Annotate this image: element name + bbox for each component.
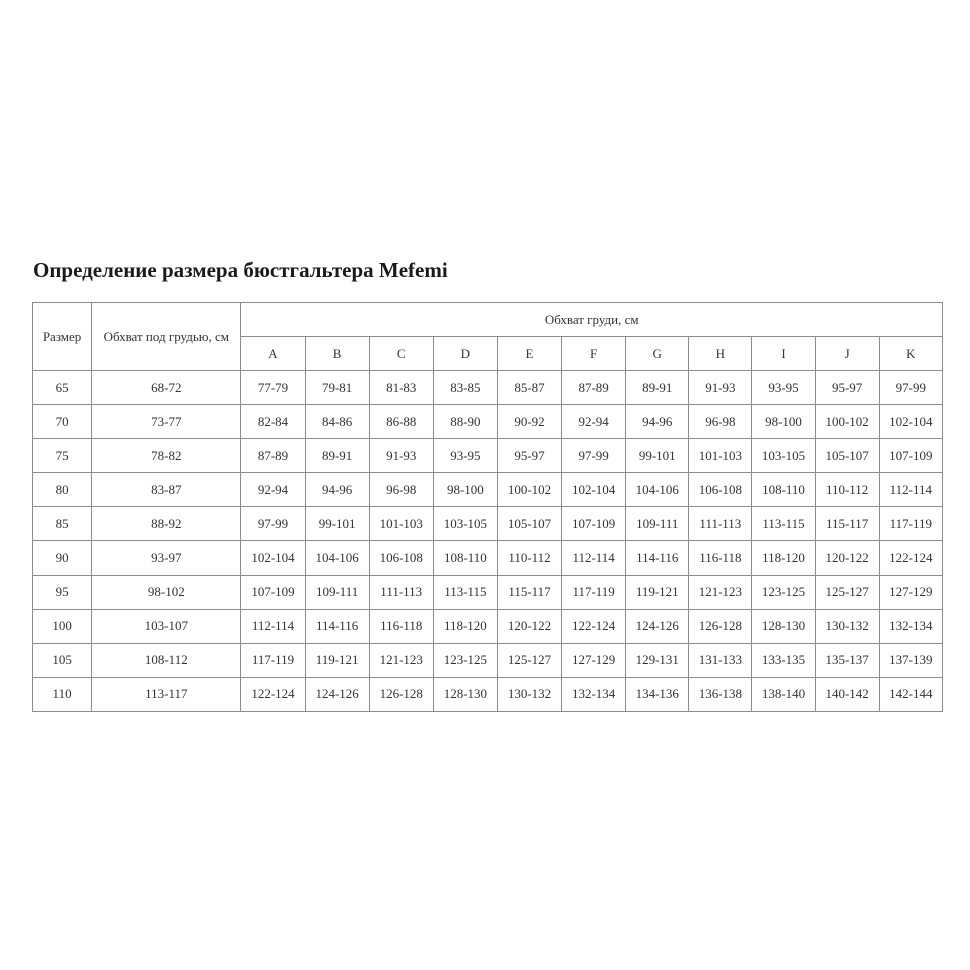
bust-cell-k: 117-119 — [879, 507, 942, 541]
bust-cell-g: 119-121 — [626, 575, 689, 609]
cup-header-e: E — [497, 337, 561, 371]
bust-cell-f: 87-89 — [562, 371, 626, 405]
underbust-cell: 78-82 — [92, 439, 241, 473]
cup-header-b: B — [305, 337, 369, 371]
bust-cell-h: 96-98 — [689, 405, 752, 439]
underbust-cell: 73-77 — [92, 405, 241, 439]
bust-cell-h: 101-103 — [689, 439, 752, 473]
bust-cell-a: 82-84 — [241, 405, 305, 439]
bust-cell-f: 102-104 — [562, 473, 626, 507]
bust-cell-g: 129-131 — [626, 643, 689, 677]
bust-cell-c: 116-118 — [369, 609, 433, 643]
bust-cell-k: 122-124 — [879, 541, 942, 575]
bust-cell-j: 105-107 — [815, 439, 879, 473]
bust-cell-h: 121-123 — [689, 575, 752, 609]
bust-cell-c: 121-123 — [369, 643, 433, 677]
bust-cell-i: 128-130 — [752, 609, 815, 643]
bust-cell-k: 97-99 — [879, 371, 942, 405]
bust-cell-k: 142-144 — [879, 677, 942, 711]
bust-cell-a: 122-124 — [241, 677, 305, 711]
cup-header-k: K — [879, 337, 942, 371]
bust-cell-j: 115-117 — [815, 507, 879, 541]
bust-cell-c: 111-113 — [369, 575, 433, 609]
bust-cell-e: 105-107 — [497, 507, 561, 541]
bust-cell-j: 95-97 — [815, 371, 879, 405]
bust-cell-k: 127-129 — [879, 575, 942, 609]
bust-cell-i: 103-105 — [752, 439, 815, 473]
bust-cell-d: 113-115 — [433, 575, 497, 609]
bust-cell-c: 101-103 — [369, 507, 433, 541]
table-row — [33, 473, 943, 507]
bust-cell-b: 89-91 — [305, 439, 369, 473]
bust-cell-k: 102-104 — [879, 405, 942, 439]
bust-cell-e: 90-92 — [497, 405, 561, 439]
cup-header-g: G — [626, 337, 689, 371]
bust-cell-c: 126-128 — [369, 677, 433, 711]
bust-cell-c: 86-88 — [369, 405, 433, 439]
underbust-cell: 103-107 — [92, 609, 241, 643]
bust-cell-d: 108-110 — [433, 541, 497, 575]
bust-cell-c: 91-93 — [369, 439, 433, 473]
bust-cell-f: 132-134 — [562, 677, 626, 711]
bust-column-header: Обхват груди, см — [241, 303, 943, 337]
bust-cell-j: 125-127 — [815, 575, 879, 609]
bust-cell-a: 112-114 — [241, 609, 305, 643]
cup-header-c: C — [369, 337, 433, 371]
size-column-header: Размер — [33, 303, 92, 371]
bust-cell-e: 95-97 — [497, 439, 561, 473]
bust-cell-j: 140-142 — [815, 677, 879, 711]
table-row — [33, 371, 943, 405]
bust-cell-k: 132-134 — [879, 609, 942, 643]
bust-cell-f: 107-109 — [562, 507, 626, 541]
underbust-cell: 93-97 — [92, 541, 241, 575]
bust-cell-b: 94-96 — [305, 473, 369, 507]
bust-cell-g: 99-101 — [626, 439, 689, 473]
bust-cell-g: 134-136 — [626, 677, 689, 711]
size-cell: 75 — [33, 439, 92, 473]
bust-cell-i: 93-95 — [752, 371, 815, 405]
table-row — [33, 677, 943, 711]
bust-cell-a: 107-109 — [241, 575, 305, 609]
bust-cell-c: 106-108 — [369, 541, 433, 575]
bust-cell-h: 106-108 — [689, 473, 752, 507]
table-row — [33, 405, 943, 439]
size-cell: 80 — [33, 473, 92, 507]
bust-cell-g: 89-91 — [626, 371, 689, 405]
bust-cell-b: 104-106 — [305, 541, 369, 575]
bust-cell-f: 117-119 — [562, 575, 626, 609]
bust-cell-f: 92-94 — [562, 405, 626, 439]
underbust-cell: 88-92 — [92, 507, 241, 541]
bust-cell-e: 130-132 — [497, 677, 561, 711]
size-cell: 70 — [33, 405, 92, 439]
table-row — [33, 609, 943, 643]
bust-cell-b: 119-121 — [305, 643, 369, 677]
table-row — [33, 507, 943, 541]
table-row — [33, 541, 943, 575]
bust-cell-f: 97-99 — [562, 439, 626, 473]
bust-cell-f: 122-124 — [562, 609, 626, 643]
bust-cell-d: 83-85 — [433, 371, 497, 405]
cup-header-h: H — [689, 337, 752, 371]
bust-cell-d: 123-125 — [433, 643, 497, 677]
table-row — [33, 439, 943, 473]
size-cell: 65 — [33, 371, 92, 405]
bust-cell-c: 81-83 — [369, 371, 433, 405]
table-body — [33, 371, 943, 712]
bust-cell-k: 112-114 — [879, 473, 942, 507]
bust-cell-a: 92-94 — [241, 473, 305, 507]
underbust-cell: 98-102 — [92, 575, 241, 609]
bust-cell-b: 109-111 — [305, 575, 369, 609]
size-cell: 90 — [33, 541, 92, 575]
bust-cell-e: 100-102 — [497, 473, 561, 507]
bust-cell-a: 87-89 — [241, 439, 305, 473]
underbust-cell: 113-117 — [92, 677, 241, 711]
bust-cell-k: 107-109 — [879, 439, 942, 473]
bust-cell-k: 137-139 — [879, 643, 942, 677]
bust-cell-f: 127-129 — [562, 643, 626, 677]
bust-cell-b: 84-86 — [305, 405, 369, 439]
bust-cell-b: 99-101 — [305, 507, 369, 541]
size-cell: 100 — [33, 609, 92, 643]
bust-cell-i: 113-115 — [752, 507, 815, 541]
bust-cell-e: 110-112 — [497, 541, 561, 575]
bust-cell-j: 130-132 — [815, 609, 879, 643]
bust-cell-a: 117-119 — [241, 643, 305, 677]
underbust-column-header: Обхват под грудью, см — [92, 303, 241, 371]
size-cell: 110 — [33, 677, 92, 711]
bust-cell-h: 131-133 — [689, 643, 752, 677]
bust-cell-i: 98-100 — [752, 405, 815, 439]
bust-cell-i: 108-110 — [752, 473, 815, 507]
table-header-row — [33, 303, 943, 337]
bust-cell-i: 133-135 — [752, 643, 815, 677]
bust-cell-b: 124-126 — [305, 677, 369, 711]
bust-cell-f: 112-114 — [562, 541, 626, 575]
bust-cell-g: 94-96 — [626, 405, 689, 439]
table-row — [33, 643, 943, 677]
bust-cell-c: 96-98 — [369, 473, 433, 507]
bust-cell-d: 128-130 — [433, 677, 497, 711]
bust-cell-d: 98-100 — [433, 473, 497, 507]
underbust-cell: 68-72 — [92, 371, 241, 405]
bust-cell-a: 102-104 — [241, 541, 305, 575]
bust-cell-e: 125-127 — [497, 643, 561, 677]
cup-header-i: I — [752, 337, 815, 371]
cup-header-a: A — [241, 337, 305, 371]
bust-cell-d: 103-105 — [433, 507, 497, 541]
bust-cell-h: 116-118 — [689, 541, 752, 575]
bust-cell-h: 91-93 — [689, 371, 752, 405]
bust-cell-i: 138-140 — [752, 677, 815, 711]
bust-cell-g: 124-126 — [626, 609, 689, 643]
size-cell: 105 — [33, 643, 92, 677]
bra-size-table — [32, 302, 943, 712]
bust-cell-i: 123-125 — [752, 575, 815, 609]
table-row — [33, 575, 943, 609]
bust-cell-h: 136-138 — [689, 677, 752, 711]
underbust-cell: 108-112 — [92, 643, 241, 677]
bust-cell-a: 97-99 — [241, 507, 305, 541]
size-cell: 85 — [33, 507, 92, 541]
bust-cell-i: 118-120 — [752, 541, 815, 575]
cup-header-f: F — [562, 337, 626, 371]
bust-cell-a: 77-79 — [241, 371, 305, 405]
bust-cell-e: 115-117 — [497, 575, 561, 609]
bust-cell-j: 100-102 — [815, 405, 879, 439]
bust-cell-j: 110-112 — [815, 473, 879, 507]
bust-cell-d: 88-90 — [433, 405, 497, 439]
bust-cell-d: 93-95 — [433, 439, 497, 473]
cup-header-j: J — [815, 337, 879, 371]
bust-cell-b: 114-116 — [305, 609, 369, 643]
bust-cell-j: 120-122 — [815, 541, 879, 575]
bust-cell-b: 79-81 — [305, 371, 369, 405]
bust-cell-e: 120-122 — [497, 609, 561, 643]
bust-cell-h: 126-128 — [689, 609, 752, 643]
bust-cell-g: 104-106 — [626, 473, 689, 507]
size-cell: 95 — [33, 575, 92, 609]
bust-cell-g: 114-116 — [626, 541, 689, 575]
bust-cell-e: 85-87 — [497, 371, 561, 405]
bust-cell-h: 111-113 — [689, 507, 752, 541]
cup-header-d: D — [433, 337, 497, 371]
bust-cell-g: 109-111 — [626, 507, 689, 541]
page-title: Определение размера бюстгальтера Mefemi — [33, 258, 448, 282]
bust-cell-d: 118-120 — [433, 609, 497, 643]
bust-cell-j: 135-137 — [815, 643, 879, 677]
underbust-cell: 83-87 — [92, 473, 241, 507]
